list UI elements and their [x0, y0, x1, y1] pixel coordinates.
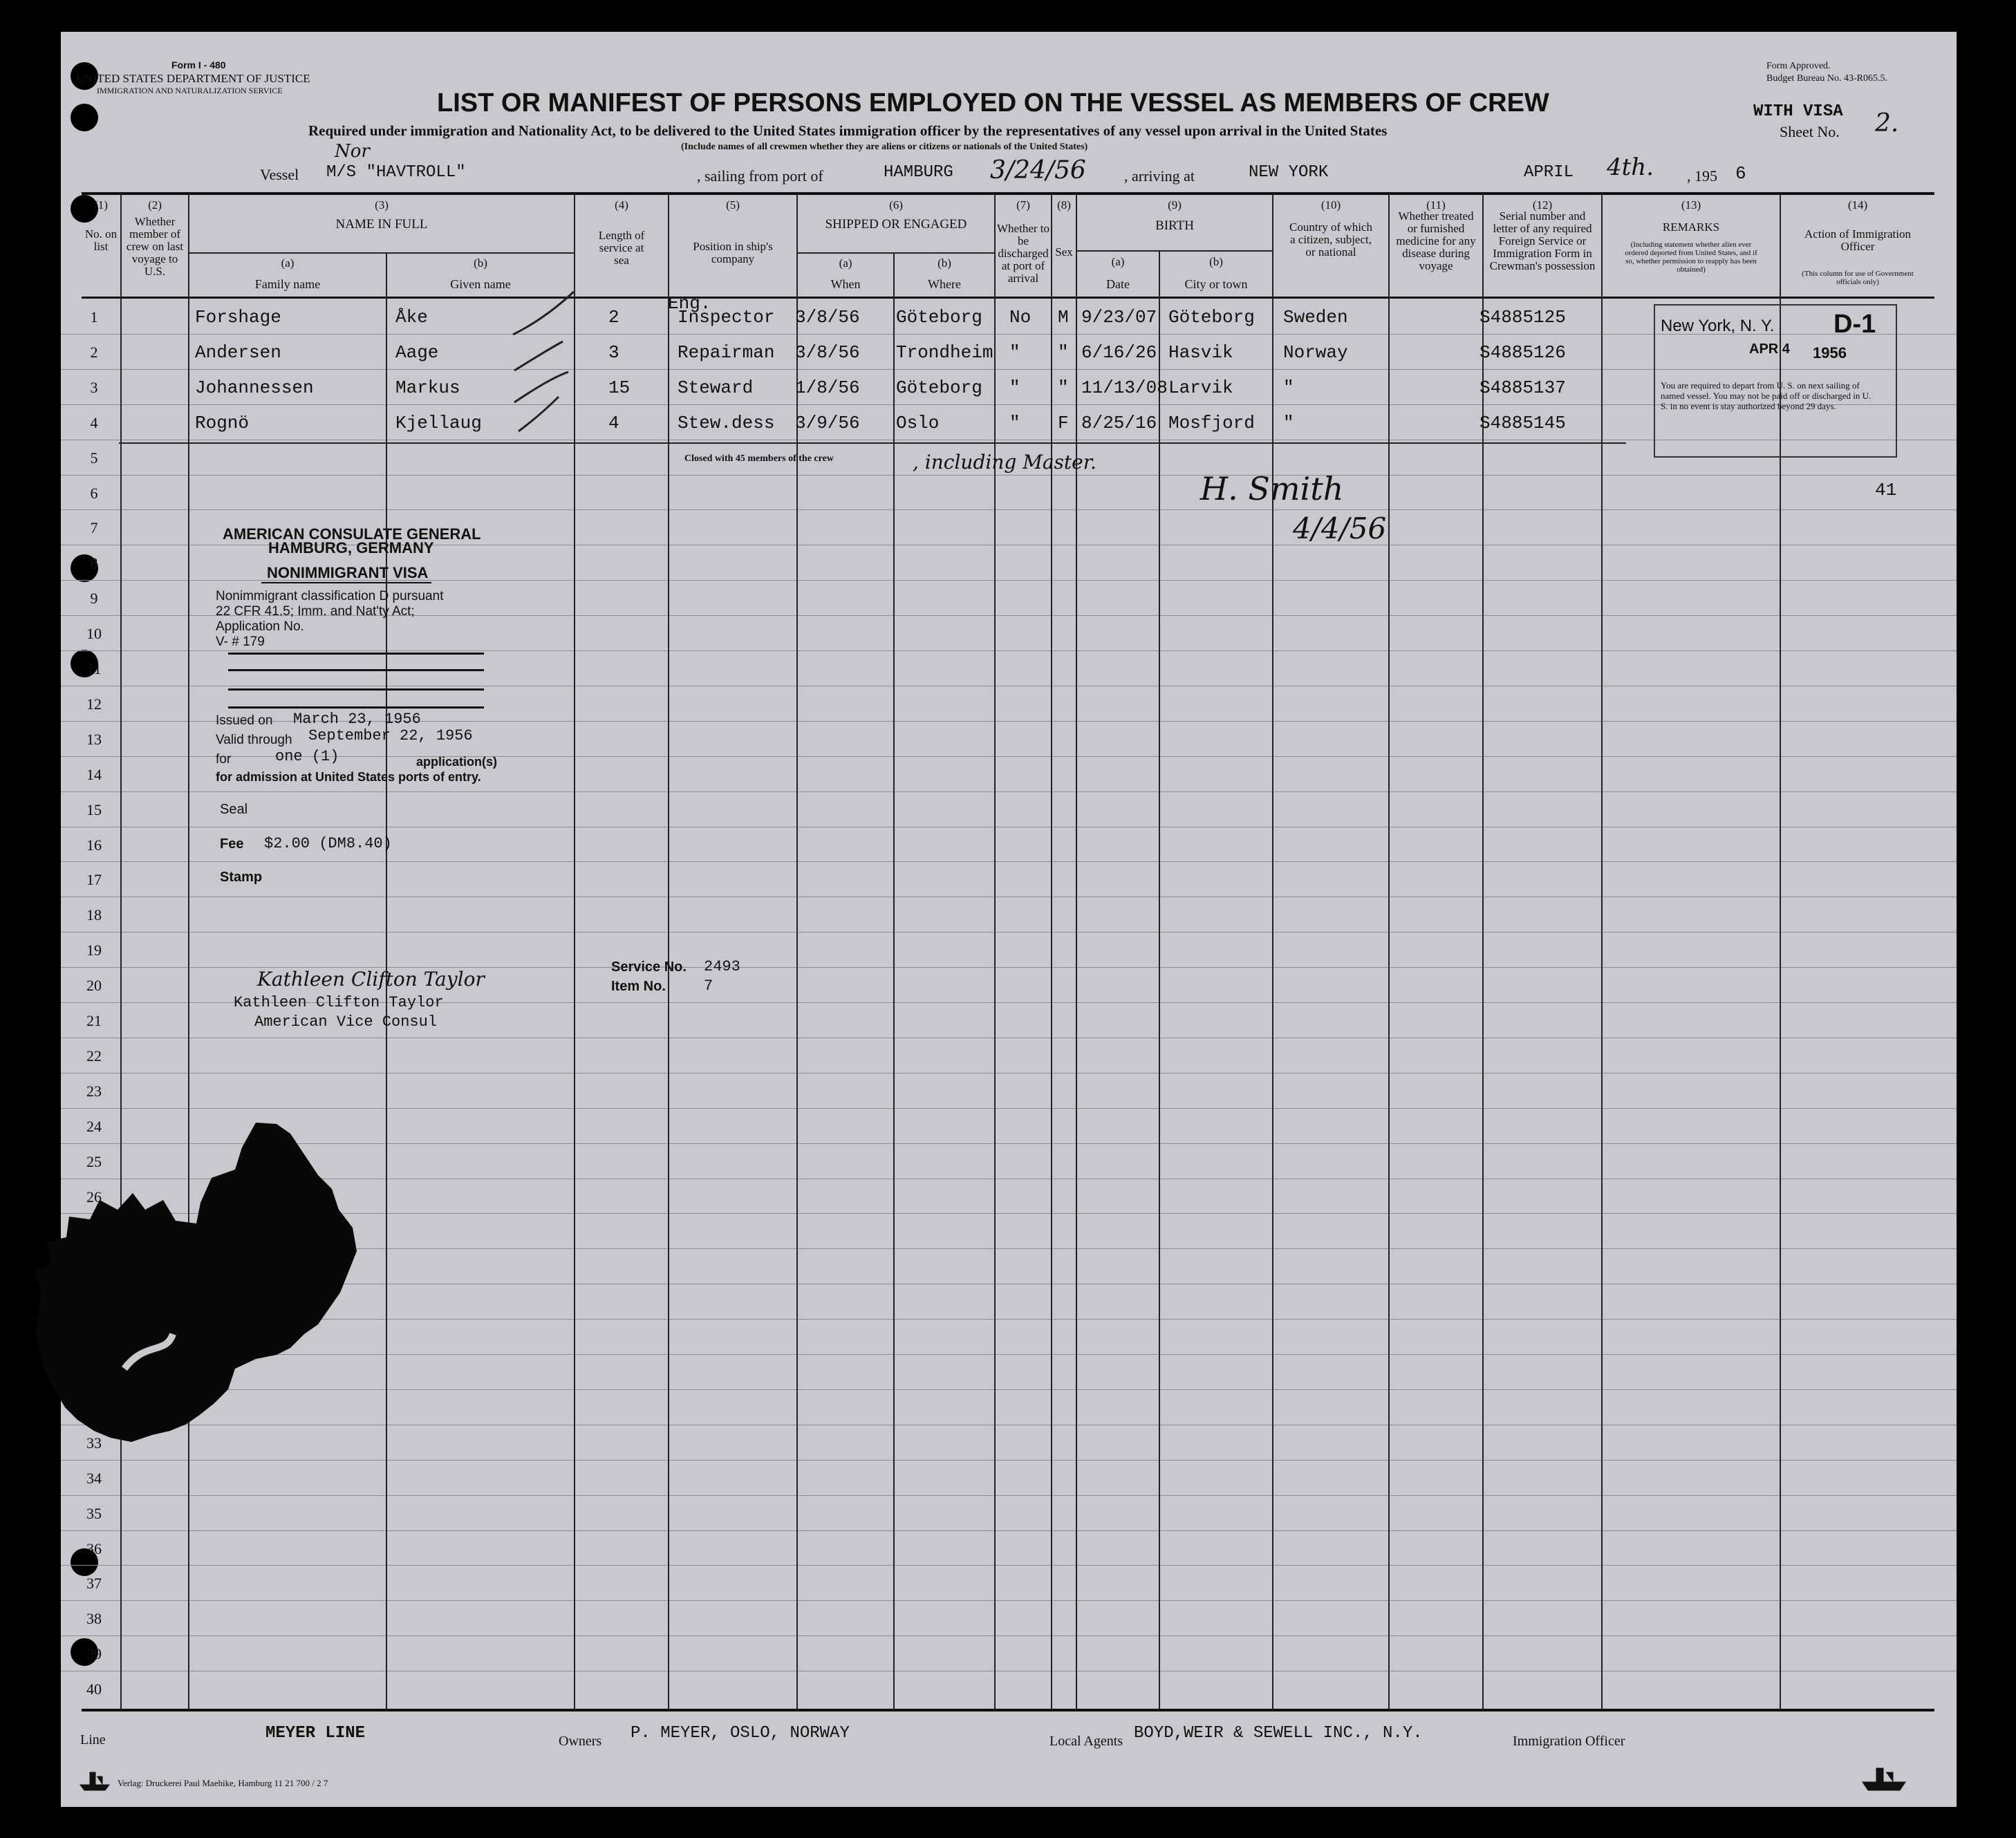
entry-family-name: Rognö: [195, 413, 250, 433]
header-col13-note: (Including statement whether alien ever ordered deported from United States, and if so, whether permission to reapply has been obtained): [1625, 241, 1757, 274]
header-col14: Action of Immigration Officer: [1804, 227, 1911, 253]
sailing-port: HAMBURG: [884, 163, 953, 182]
entry-given-name: Kjellaug: [395, 413, 482, 433]
header-col11-num: (11): [1426, 198, 1446, 212]
entry-shipped-where: Oslo: [896, 413, 940, 433]
header-col9a-num: (a): [1111, 255, 1125, 268]
header-col9-num: (9): [1168, 198, 1182, 212]
column-divider: [668, 194, 669, 1710]
header-col1: No. on list: [84, 227, 118, 253]
row-number: 23: [86, 1082, 102, 1100]
entry-birth-date: 9/23/07: [1081, 307, 1157, 328]
footer-agents-label: Local Agents: [1049, 1734, 1123, 1749]
entry-country: Norway: [1283, 342, 1348, 363]
header-col13: REMARKS: [1662, 221, 1720, 234]
entry-sex: ": [1058, 377, 1069, 398]
closed-note: Closed with 45 members of the crew: [684, 453, 834, 464]
entry-birth-date: 6/16/26: [1081, 342, 1157, 363]
column-divider: [1159, 252, 1160, 1710]
column-divider: [120, 194, 122, 1710]
header-col5: Position in ship's company: [693, 240, 773, 265]
visa-type: NONIMMIGRANT VISA: [267, 564, 429, 581]
entry-country: Sweden: [1283, 307, 1348, 328]
header-col4-num: (4): [615, 198, 628, 212]
ny-arrival-stamp: [1654, 304, 1897, 458]
header-col12-num: (12): [1532, 198, 1553, 212]
embossed-seal-blot: [28, 1106, 387, 1465]
entry-discharge: ": [1009, 413, 1020, 433]
stamp-rule: [228, 653, 484, 655]
header-col6: SHIPPED OR ENGAGED: [825, 217, 967, 232]
stamp-year: 1956: [1813, 344, 1847, 362]
vessel-label: Vessel: [260, 166, 299, 183]
entry-serial-number: S4885145: [1480, 413, 1566, 433]
row-number: 11: [86, 660, 102, 677]
punch-hole: [71, 104, 98, 131]
footer-line: MEYER LINE: [265, 1724, 366, 1743]
page-title: LIST OR MANIFEST OF PERSONS EMPLOYED ON THE VESSEL AS MEMBERS OF CREW: [437, 88, 1549, 118]
subheader-rule: [188, 252, 574, 254]
form-approved: Form Approved.: [1766, 61, 1831, 71]
row-rule: [61, 1600, 1957, 1601]
corner-ship-logo: [1860, 1761, 1908, 1792]
visa-stamp: Stamp: [220, 870, 263, 885]
entry-position: Inspector: [678, 307, 775, 328]
row-number: 39: [86, 1645, 102, 1662]
service: IMMIGRATION AND NATURALIZATION SERVICE: [97, 86, 283, 95]
year-digit: 6: [1735, 163, 1746, 184]
row-number: 33: [86, 1434, 102, 1452]
entry-shipped-when: 3/9/56: [795, 413, 860, 433]
entry-family-name: Andersen: [195, 342, 281, 363]
row-rule: [61, 650, 1957, 651]
header-col6b-num: (b): [937, 256, 951, 270]
footer-officer-label: Immigration Officer: [1513, 1734, 1625, 1749]
header-col3b: Given name: [450, 277, 511, 291]
entry-birth-city: Mosfjord: [1168, 413, 1255, 433]
table-top-rule: [82, 192, 1934, 195]
row-number: 25: [86, 1153, 102, 1170]
inspector-signature: H. Smith: [1200, 470, 1344, 507]
entry-given-name: Markus: [395, 377, 460, 398]
row-number: 34: [86, 1470, 102, 1487]
row-number: 38: [86, 1610, 102, 1627]
column-divider: [1051, 194, 1052, 1710]
item-label: Item No.: [611, 979, 666, 994]
header-col9b: City or town: [1184, 277, 1248, 291]
inspector-date: 4/4/56: [1293, 512, 1387, 545]
row-number: 17: [86, 871, 102, 888]
visa-fee: $2.00 (DM8.40): [264, 835, 392, 852]
closed-hand-note: , including Master.: [913, 451, 1096, 473]
header-col14-num: (14): [1847, 198, 1868, 212]
entry-discharge: ": [1009, 377, 1020, 398]
check-marks: [505, 283, 588, 435]
visa-label: WITH VISA: [1753, 102, 1843, 121]
column-divider: [1076, 194, 1077, 1710]
year-prefix: , 195: [1687, 167, 1717, 185]
entry-position: Repairman: [678, 342, 775, 363]
entry-shipped-where: Göteborg: [896, 307, 982, 328]
entry-given-name: Åke: [395, 307, 428, 328]
visa-issued-label: Issued on: [216, 713, 273, 728]
footer-owners: P. MEYER, OSLO, NORWAY: [631, 1724, 850, 1743]
row-rule: [61, 861, 1957, 862]
department: UNITED STATES DEPARTMENT OF JUSTICE: [76, 72, 310, 85]
row-number: 35: [86, 1505, 102, 1522]
subheader-rule: [796, 252, 994, 254]
row-number: 40: [86, 1680, 102, 1698]
budget-bureau: Budget Bureau No. 43-R065.5.: [1766, 73, 1887, 84]
arrival-month: APRIL: [1524, 163, 1574, 182]
header-col5-num: (5): [726, 198, 740, 212]
visa-for-label: for: [216, 752, 232, 767]
subtitle-note: (Include names of all crewmen whether they are aliens or citizens or nationals of the United States): [681, 142, 1088, 152]
sheet-number: 2.: [1875, 109, 1899, 138]
visa-admission: for admission at United States ports of entry.: [216, 770, 481, 784]
entry-shipped-when: 1/8/56: [795, 377, 860, 398]
entry-shipped-where: Göteborg: [896, 377, 982, 398]
visa-application-number: V- # 179: [216, 635, 265, 649]
entry-birth-date: 11/13/08: [1081, 377, 1168, 398]
column-divider: [1272, 194, 1273, 1710]
entry-birth-date: 8/25/16: [1081, 413, 1157, 433]
visa-valid-label: Valid through: [216, 733, 292, 747]
row-number: 14: [86, 766, 102, 783]
entry-country: ": [1283, 377, 1294, 398]
header-col11: Whether treated or furnished medicine for any disease during voyage: [1396, 209, 1476, 272]
header-col8: Sex: [1055, 245, 1073, 259]
header-col9a: Date: [1106, 277, 1130, 291]
visa-application-label: Application No.: [216, 619, 304, 634]
row-rule: [61, 756, 1957, 757]
header-col9b-num: (b): [1209, 255, 1223, 268]
consul-name: Kathleen Clifton Taylor: [234, 994, 444, 1011]
visa-valid-date: September 22, 1956: [308, 727, 473, 744]
header-col6a: When: [830, 277, 861, 291]
row-number: 7: [90, 519, 98, 536]
footer-owners-label: Owners: [559, 1734, 602, 1749]
row-number: 16: [86, 836, 102, 854]
column-divider: [893, 253, 895, 1710]
entry-family-name: Forshage: [195, 307, 281, 328]
header-col3a-num: (a): [281, 256, 295, 270]
row-rule: [61, 791, 1957, 792]
table-bottom-rule: [82, 1709, 1934, 1712]
row-number: 12: [86, 695, 102, 713]
header-col9: BIRTH: [1155, 218, 1194, 233]
stamp-rule: [228, 706, 484, 709]
row-rule: [61, 1635, 1957, 1636]
entry-position: Stew.dess: [678, 413, 775, 433]
entry-discharge: No: [1009, 307, 1032, 328]
header-col10: Country of which a citizen, subject, or national: [1289, 221, 1372, 259]
stamp-code: D-1: [1833, 310, 1876, 339]
visa-seal: Seal: [220, 802, 248, 817]
entry-shipped-when: 3/8/56: [795, 342, 860, 363]
visa-for-value: one (1): [275, 748, 339, 765]
service-number: 2493: [704, 958, 740, 975]
entry-shipped-where: Trondheim: [896, 342, 993, 363]
column-divider: [188, 194, 189, 1710]
entry-service-length: 3: [608, 342, 619, 363]
footer-printer: Verlag: Druckerei Paul Maehike, Hamburg 11 21 700 / 2 7: [118, 1778, 328, 1788]
item-number: 7: [704, 977, 713, 995]
entries-end-rule: [119, 442, 1626, 444]
entry-position: Steward: [678, 377, 754, 398]
stamp-notice: You are required to depart from U. S. on next sailing of named vessel. You may not be paid off or discharged in U. S. in no event is stay authorized beyond 29 days.: [1661, 380, 1872, 411]
row-number: 24: [86, 1118, 102, 1135]
consul-signature: Kathleen Clifton Taylor: [257, 968, 485, 991]
header-col2-num: (2): [148, 198, 162, 212]
header-col3: NAME IN FULL: [335, 217, 428, 232]
header-col10-num: (10): [1320, 198, 1341, 212]
arriving-port: NEW YORK: [1249, 163, 1329, 182]
entry-discharge: ": [1009, 342, 1020, 363]
crew-count-note: 41: [1875, 480, 1897, 500]
header-col1-num: (1): [94, 198, 108, 212]
entry-serial-number: S4885125: [1480, 307, 1566, 328]
row-rule: [61, 509, 1957, 510]
entry-birth-city: Hasvik: [1168, 342, 1233, 363]
consulate-name: AMERICAN CONSULATE GENERAL: [223, 525, 481, 543]
nor-note: Nor: [335, 141, 370, 162]
row-number: 1: [90, 308, 98, 326]
entry-family-name: Johannessen: [195, 377, 314, 398]
row-number: 21: [86, 1012, 102, 1029]
row-number: 36: [86, 1540, 102, 1557]
row-rule: [61, 475, 1957, 476]
row-rule: [61, 1530, 1957, 1531]
entry-service-length: 4: [608, 413, 619, 433]
entry-given-name: Aage: [395, 342, 439, 363]
row-rule: [61, 1495, 1957, 1496]
subheader-rule: [1076, 250, 1272, 252]
row-number: 4: [90, 414, 98, 431]
sailing-label: , sailing from port of: [697, 167, 823, 185]
row-number: 9: [90, 590, 98, 607]
sheet-label: Sheet No.: [1780, 123, 1840, 140]
header-col6a-num: (a): [839, 256, 852, 270]
row-number: 18: [86, 906, 102, 923]
row-number: 8: [90, 554, 98, 572]
header-col4: Length of service at sea: [598, 229, 645, 267]
form-number: Form I - 480: [171, 59, 226, 71]
footer-line-label: Line: [80, 1732, 106, 1747]
entry-shipped-when: 3/8/56: [795, 307, 860, 328]
printer-ship-logo: [77, 1767, 112, 1792]
stamp-city: New York, N. Y.: [1661, 317, 1775, 335]
row-number: 15: [86, 801, 102, 818]
entry-sex: M: [1058, 307, 1069, 328]
row-number: 37: [86, 1575, 102, 1592]
entry-country: ": [1283, 413, 1294, 433]
row-number: 26: [86, 1188, 102, 1206]
header-col8-num: (8): [1057, 198, 1071, 212]
entry-birth-city: Göteborg: [1168, 307, 1255, 328]
row-number: 5: [90, 449, 98, 467]
column-divider: [994, 194, 996, 1710]
sailing-date: 3/24/56: [990, 156, 1086, 185]
visa-cfr: 22 CFR 41.5; Imm. and Nat'ty Act;: [216, 604, 415, 619]
entry-service-length: 15: [608, 377, 631, 398]
row-number: 3: [90, 379, 98, 396]
row-number: 22: [86, 1047, 102, 1065]
visa-fee-label: Fee: [220, 836, 244, 852]
visa-issued-date: March 23, 1956: [293, 711, 421, 728]
header-col3b-num: (b): [474, 256, 487, 270]
row-rule: [61, 1565, 1957, 1566]
entry-birth-city: Larvik: [1168, 377, 1233, 398]
consulate-city: HAMBURG, GERMANY: [268, 539, 434, 556]
entry-sex: ": [1058, 342, 1069, 363]
entry-service-length: 2: [608, 307, 619, 328]
entry-position-line1: Eng.: [668, 293, 711, 314]
service-label: Service No.: [611, 959, 687, 975]
visa-type-underline: [261, 582, 431, 583]
header-col12: Serial number and letter of any required Foreign Service or Immigration Form in Crewman's possession: [1489, 209, 1596, 272]
visa-classification: Nonimmigrant classification D pursuant: [216, 589, 444, 603]
column-divider: [1388, 194, 1390, 1710]
header-col7-num: (7): [1016, 198, 1030, 212]
entry-serial-number: S4885126: [1480, 342, 1566, 363]
row-number: 20: [86, 977, 102, 994]
entry-serial-number: S4885137: [1480, 377, 1566, 398]
header-col14-note: (This column for use of Government officials only): [1802, 270, 1914, 286]
arrival-day: 4th.: [1607, 153, 1654, 181]
row-number: 13: [86, 731, 102, 748]
footer-agents: BOYD,WEIR & SEWELL INC., N.Y.: [1134, 1724, 1423, 1743]
header-col2: Whether member of crew on last voyage to U.S.: [126, 215, 184, 278]
row-number: 2: [90, 344, 98, 361]
arriving-label: , arriving at: [1124, 167, 1195, 185]
consul-title: American Vice Consul: [254, 1013, 438, 1031]
header-col13-num: (13): [1681, 198, 1701, 212]
header-col6b: Where: [928, 277, 961, 291]
header-col7: Whether to be discharged at port of arrival: [997, 222, 1049, 285]
header-col3-num: (3): [375, 198, 389, 212]
visa-applications-label: application(s): [416, 755, 498, 769]
row-number: 6: [90, 485, 98, 502]
entry-sex: F: [1058, 413, 1069, 433]
header-col3a: Family name: [254, 277, 321, 291]
header-bottom-rule: [82, 297, 1934, 299]
row-number: 19: [86, 941, 102, 959]
header-col6-num: (6): [889, 198, 903, 212]
subtitle: Required under immigration and Nationality Act, to be delivered to the United States immigration officer by the representatives of any vessel upon arrival in the United States: [308, 122, 1388, 139]
stamp-date: APR 4: [1749, 341, 1790, 357]
column-divider: [1601, 194, 1603, 1710]
stamp-rule: [228, 688, 484, 691]
row-number: 10: [86, 625, 102, 642]
vessel-name: M/S "HAVTROLL": [326, 163, 466, 182]
stamp-rule: [228, 669, 484, 671]
